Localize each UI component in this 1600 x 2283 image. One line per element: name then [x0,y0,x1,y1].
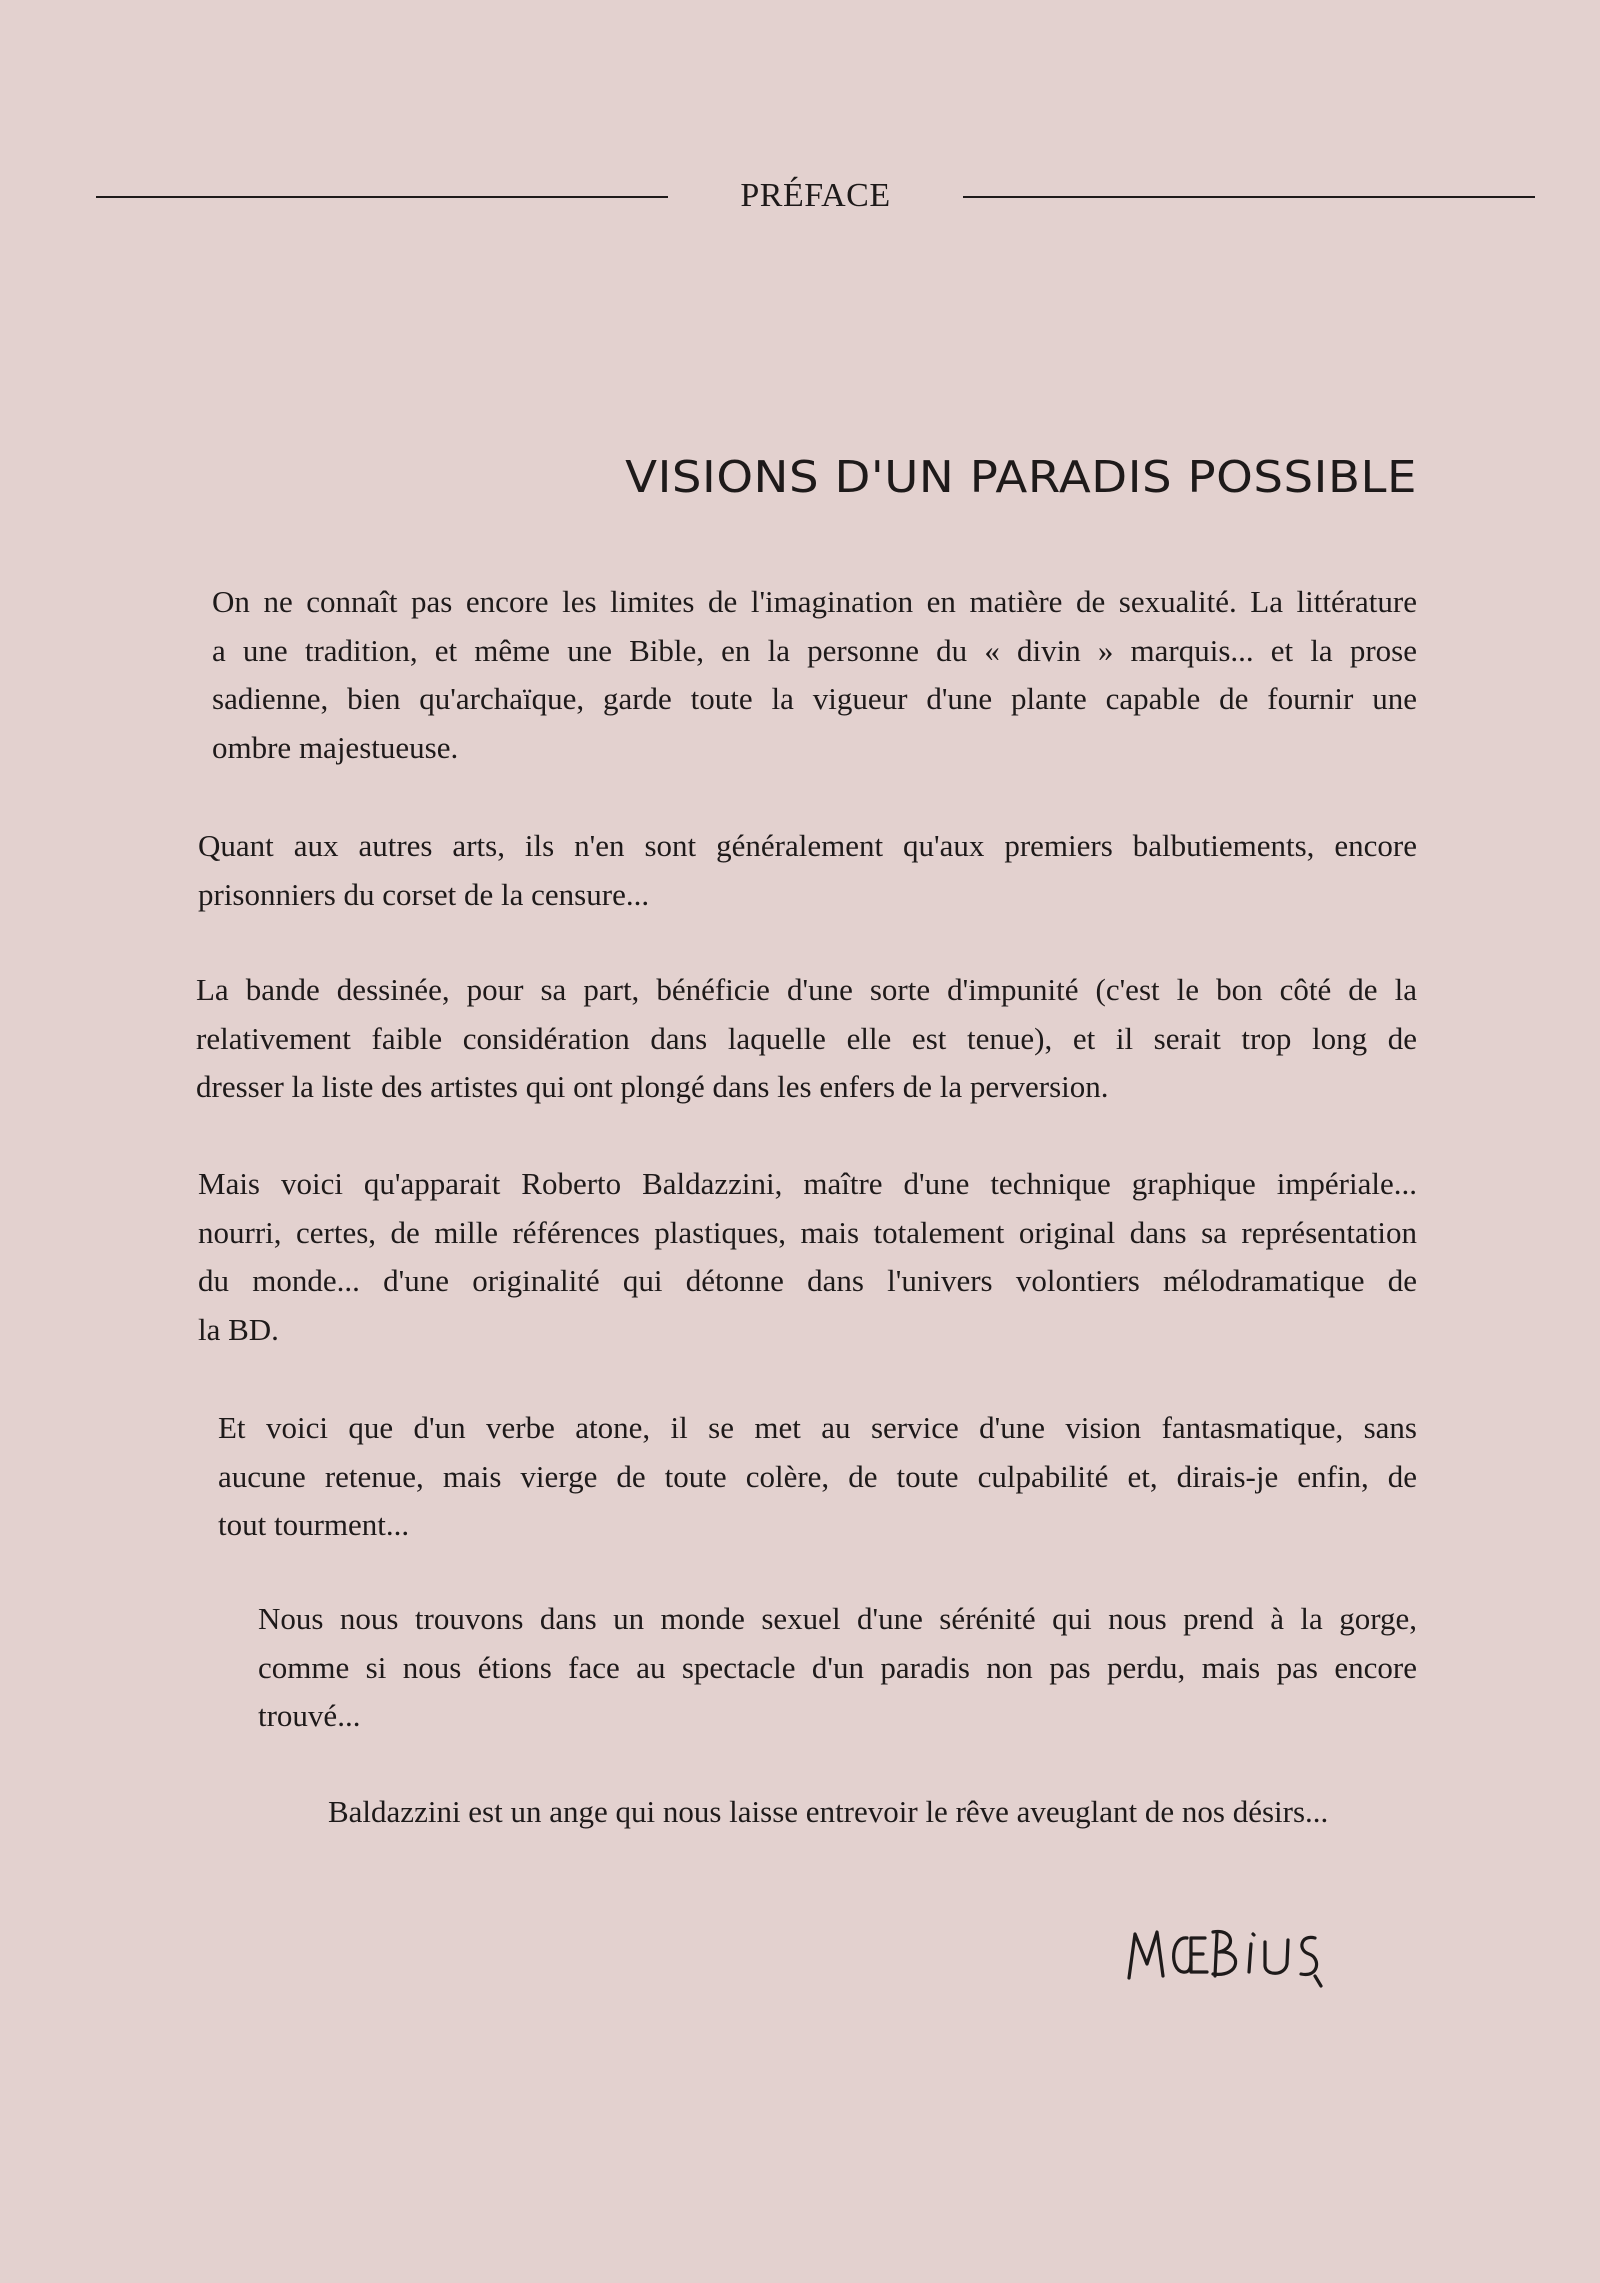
paragraph-line: dresser la liste des artistes qui ont plongé dans les enfers de la perversion. [196,1069,1109,1104]
paragraph-line: trouvé... [258,1698,361,1733]
paragraph-line: ombre majestueuse. [212,729,459,765]
paragraph-line: Baldazzini est un ange qui nous laisse entrevoir le rêve aveuglant de nos désirs... [328,1794,1329,1829]
paragraph-line: Nous nous trouvons dans un monde sexuel d'une sérénité qui nous prend à la gorge, [258,1601,1417,1636]
paragraph-line: Et voici que d'un verbe atone, il se met au service d'une vision fantasmatique, sans [218,1410,1417,1445]
paragraph-line: prisonniers du corset de la censure... [198,876,650,912]
signature-drawing [1125,1920,1345,1992]
paragraph-line: sadienne, bien qu'archaïque, garde toute la vigueur d'une plante capable de fournir une [212,681,1417,716]
paragraph-line: relativement faible considération dans laquelle elle est tenue), et il serait trop long de [196,1020,1417,1056]
section-header: PRÉFACE [740,177,891,214]
page-title: VISIONS D'UN PARADIS POSSIBLE [625,452,1417,503]
paragraph-line: nourri, certes, de mille références plastiques, mais totalement original dans sa représentation [198,1214,1417,1250]
paragraph-3 [196,966,1417,1112]
paragraph-line: du monde... d'une originalité qui détonne dans l'univers volontiers mélodramatique de [198,1263,1417,1298]
header-rule-left [96,196,668,198]
paragraph-5 [218,1404,1417,1550]
paragraph-line: Mais voici qu'apparait Roberto Baldazzini, maître d'une technique graphique impériale... [198,1166,1417,1201]
paragraph-1 [212,578,1417,772]
paragraph-line: comme si nous étions face au spectacle d'un paradis non pas perdu, mais pas encore [258,1649,1417,1685]
paragraph-2 [198,822,1417,919]
paragraph-line: On ne connaît pas encore les limites de l'imagination en matière de sexualité. La littérature [212,584,1417,619]
paragraph-line: tout tourment... [218,1507,410,1542]
paragraph-4 [198,1160,1417,1354]
paragraph-line: Quant aux autres arts, ils n'en sont généralement qu'aux premiers balbutiements, encore [198,828,1417,863]
paragraph-line: a une tradition, et même une Bible, en la personne du « divin » marquis... et la prose [212,632,1417,668]
paragraph-7 [328,1788,1417,1837]
header-rule-right [963,196,1535,198]
paragraph-line: aucune retenue, mais vierge de toute colère, de toute culpabilité et, dirais-je enfin, de [218,1458,1417,1494]
moebius-signature [1125,1920,1345,1992]
paragraph-line: la BD. [198,1311,279,1347]
paragraph-6 [258,1595,1417,1741]
paragraph-line: La bande dessinée, pour sa part, bénéficie d'une sorte d'impunité (c'est le bon côté de la [196,972,1417,1007]
